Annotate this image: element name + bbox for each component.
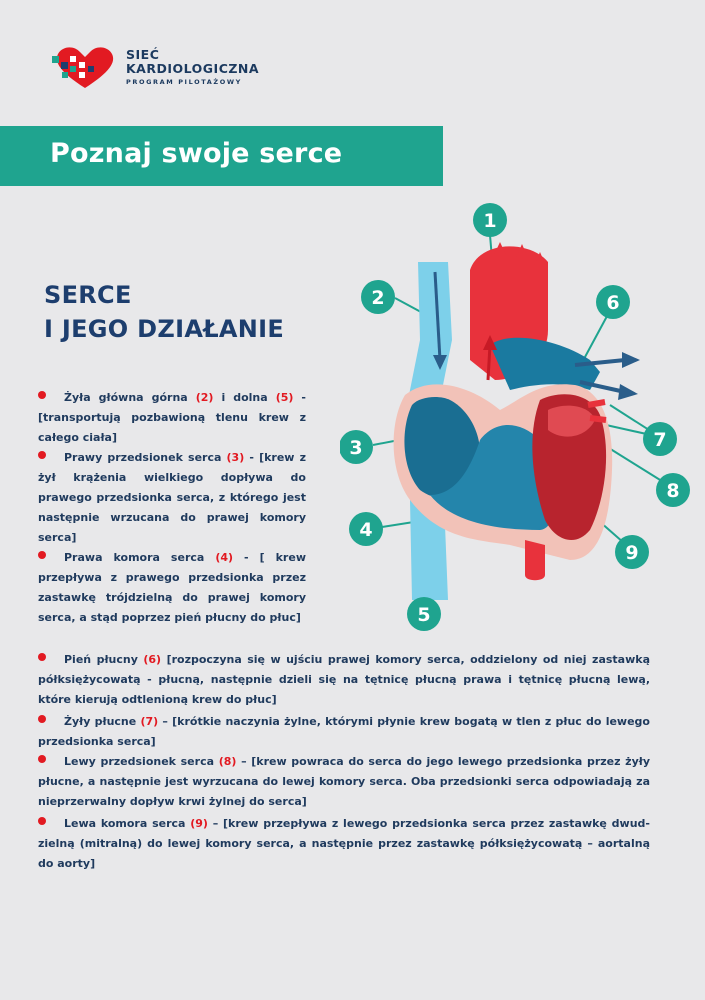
item-number: (7) <box>140 715 159 728</box>
item-number: (8) <box>218 755 237 768</box>
item-number: (2) <box>195 391 214 404</box>
logo-line2: KARDIOLOGICZNA <box>126 61 260 76</box>
callout-label: 6 <box>606 292 620 314</box>
item-text <box>38 650 650 710</box>
item-term: Żyły płucne <box>64 715 141 728</box>
section-title-line2: I JEGO DZIAŁANIE <box>44 315 285 343</box>
item-text <box>38 548 306 628</box>
item-term: Prawy przedsionek serca <box>64 451 227 464</box>
item-description: - [krew z żył krążenia wielkiego dopływa do prawego przedsionka serca, z którego jest następnie wrzucana do prawej komory serca] <box>38 451 306 544</box>
callout-label: 3 <box>349 437 363 459</box>
item-term: Lewy przedsionek serca <box>64 755 219 768</box>
item-number-2: (5) <box>275 391 294 404</box>
item-term: Żyła główna górna <box>64 391 196 404</box>
page-title: Poznaj swoje serce <box>50 138 343 169</box>
item-term-2: i dolna <box>213 391 276 404</box>
callout-label: 8 <box>666 480 680 502</box>
item-description: [rozpoczyna się w ujściu prawej komory serca, oddzielony od niej zastawką półksiężycowatą - płucną, następnie dzieli się na tętnicę płucną prawa i tętnicę płucną lewą, które kierują odtlenioną krew do płuc] <box>38 653 651 706</box>
item-description: – [krew powraca do serca do jego lewego przedsionka przez żyły płucne, a następnie jest wyrzucana do lewej komory serca. Oba przedsionki serca odpowiadają za nieprzerwalny dopływ krwi żylnej do serca] <box>38 755 650 808</box>
callout-label: 4 <box>359 519 373 541</box>
callout-label: 2 <box>371 287 385 309</box>
section-title-line1: SERCE <box>44 281 132 309</box>
item-term: Pień płucny <box>64 653 144 666</box>
item-text <box>38 712 650 752</box>
item-description: – [krótkie naczynia żylne, którymi płynie krew bogatą w tlen z płuc do lewego przedsionka serca] <box>38 715 650 748</box>
callout-label: 1 <box>483 210 497 232</box>
item-number: (3) <box>226 451 245 464</box>
item-number: (9) <box>190 817 208 830</box>
item-text <box>38 752 650 812</box>
logo-line3: PROGRAM PILOTAŻOWY <box>126 78 242 86</box>
item-description: – [krew przepływa z lewego przedsionka serca przez zastawkę dwud-zielną (mitralną) do lewej komory serca, a następnie przez zastawkę półksiężycowatą – aortalną do aorty] <box>38 817 650 870</box>
callout-label: 5 <box>417 604 431 626</box>
item-term: Prawa komora serca <box>64 551 216 564</box>
item-description: - [transportują pozbawioną tlenu krew z całego ciała] <box>38 391 306 444</box>
item-description: - [ krew przepływa z prawego przedsionka przez zastawkę trójdzielną do prawej komory serca, a stąd poprzez pień płucny do płuc] <box>38 551 306 624</box>
item-number: (6) <box>143 653 162 666</box>
item-number: (4) <box>215 551 234 564</box>
item-text <box>38 814 650 874</box>
callout-label: 7 <box>653 429 667 451</box>
item-text <box>38 388 306 448</box>
logo-line1: SIEĆ <box>126 47 160 62</box>
item-term: Lewa komora serca <box>64 817 191 830</box>
callout-label: 9 <box>625 542 639 564</box>
item-text <box>38 448 306 548</box>
